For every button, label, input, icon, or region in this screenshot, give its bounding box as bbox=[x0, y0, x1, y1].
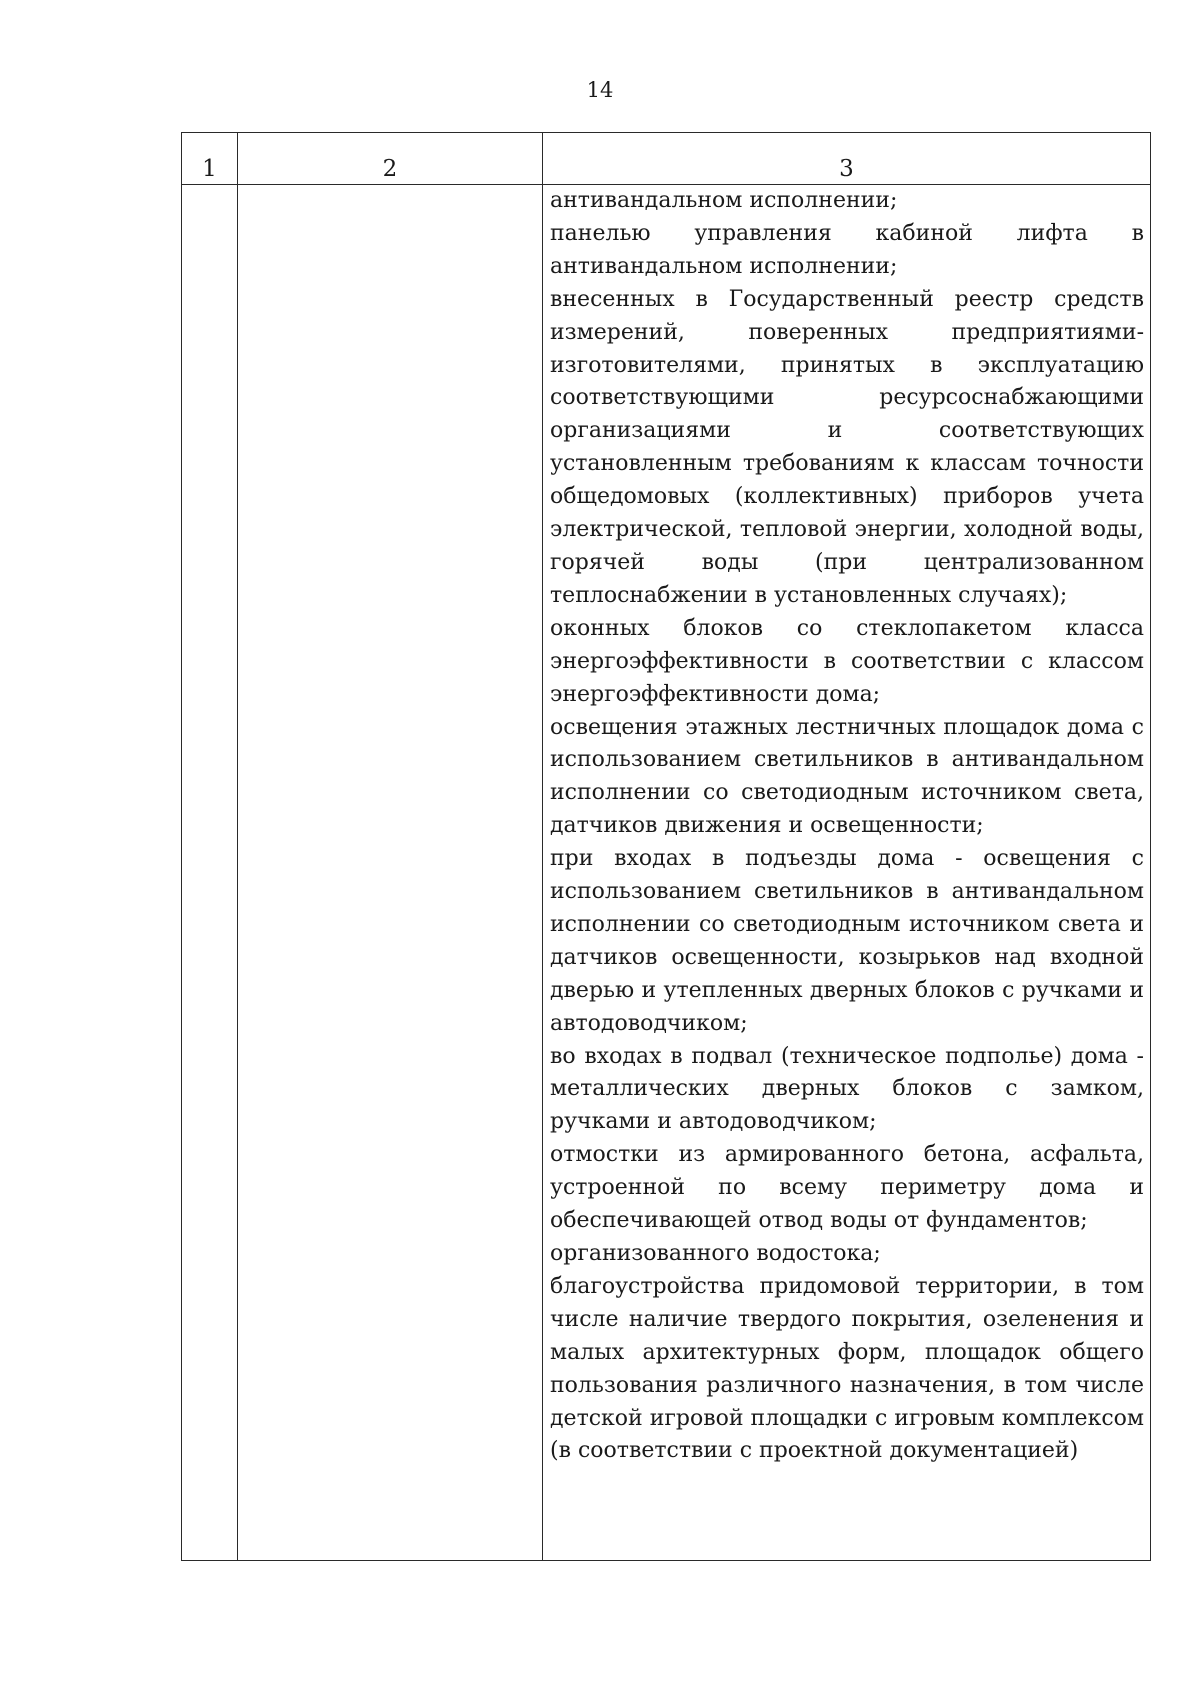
header-col-1: 1 bbox=[182, 133, 238, 185]
paragraph-basement-doors: во входах в подвал (техническое подполье) дома - металлических дверных блоков с замком, ручками и автодоводчиком; bbox=[550, 1043, 1144, 1135]
cell-col-2 bbox=[238, 185, 543, 1561]
paragraph-antivandal-end: антивандальном исполнении; bbox=[550, 188, 898, 213]
paragraph-drainage: организованного водостока; bbox=[550, 1241, 881, 1266]
paragraph-landscaping: благоустройства придомовой территории, в том числе наличие твердого покрытия, озеленения и малых архитектурных форм, площадок общего пользования различного назначения, в том числе детской игровой площадки с игровым комплексом (в соответствии с проектной документацией) bbox=[550, 1273, 1144, 1464]
paragraph-elevator-panel: панелью управления кабиной лифта в антивандальном исполнении; bbox=[550, 220, 1144, 279]
header-col-2: 2 bbox=[238, 133, 543, 185]
cell-col-3 bbox=[543, 185, 1151, 1561]
paragraph-window-blocks: оконных блоков со стеклопакетом класса энергоэффективности в соответствии с классом энергоэффективности дома; bbox=[550, 615, 1144, 707]
page-number: 14 bbox=[586, 78, 614, 102]
table-header-row bbox=[182, 133, 1151, 185]
paragraph-blind-area: отмостки из армированного бетона, асфальта, устроенной по всему периметру дома и обеспечивающей отвод воды от фундаментов; bbox=[550, 1142, 1144, 1234]
paragraph-stair-lighting: освещения этажных лестничных площадок дома с использованием светильников в антивандальном исполнении со светодиодным источником света, датчиков движения и освещенности; bbox=[550, 714, 1144, 839]
paragraph-entrance-lighting: при входах в подъезды дома - освещения с использованием светильников в антивандальном исполнении со светодиодным источником света и датчиков освещенности, козырьков над входной дверью и утепленных дверных блоков с ручками и автодоводчиком; bbox=[550, 846, 1144, 1036]
table-row bbox=[182, 185, 1151, 1561]
paragraph-metering-devices: внесенных в Государственный реестр средств измерений, поверенных предприятиями-изготовителями, принятых в эксплуатацию соответствующими ресурсоснабжающими организациями и соответствующих установленным требованиям к классам точности общедомовых (коллективных) приборов учета электрической, тепловой энергии, холодной воды, горячей воды (при централизованном теплоснабжении в установленных случаях); bbox=[550, 286, 1144, 608]
cell-col-1 bbox=[182, 185, 238, 1561]
document-table bbox=[181, 132, 1151, 1561]
header-col-3: 3 bbox=[543, 133, 1151, 185]
